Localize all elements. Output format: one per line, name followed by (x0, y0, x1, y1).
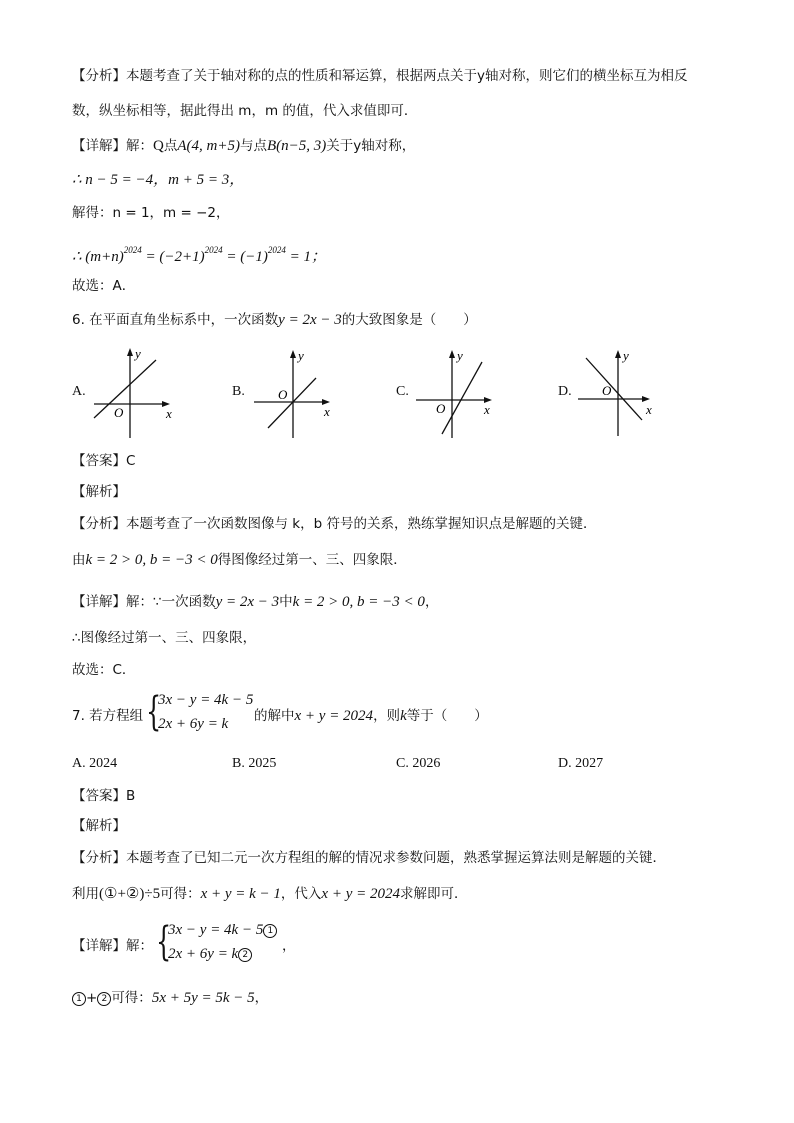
use-expression: x + y = k − 1 (200, 886, 281, 902)
circled-1: 1 (72, 992, 86, 1006)
expr-part: ∴ (m+n) (72, 249, 124, 265)
stem-text: 等于（ ） (406, 708, 488, 724)
expr-part: = 1； (285, 249, 326, 265)
detail-text: 点 (163, 138, 178, 154)
q5-choose: 故选：A． (72, 278, 136, 294)
q7-detail-comma: ， (282, 938, 296, 954)
use-text: 求解即可． (399, 886, 468, 902)
stem-expression: y = 2x − 3 (278, 312, 342, 328)
option-d: D. 2027 (558, 756, 604, 771)
axis-y-label: y (135, 346, 141, 361)
use-expression: (①+②)÷5 (99, 886, 161, 902)
sum-text: 可得： (111, 990, 152, 1006)
q5-step3 (72, 240, 326, 267)
graph-b (248, 342, 348, 442)
detail-expression: y = 2x − 3 (215, 594, 280, 610)
brace-symbol: { (146, 689, 162, 735)
q6-answer: 【答案】C (72, 453, 136, 469)
axis-y-label: y (457, 348, 463, 363)
origin-label: O (436, 401, 446, 416)
graph-a (86, 342, 186, 442)
q5-step2: 解得：n = 1，m = −2， (72, 205, 230, 221)
q7-jiexi: 【解析】 (72, 818, 126, 834)
axis-x-label: x (484, 402, 490, 417)
origin-label: O (114, 405, 124, 420)
q6-choose: 故选：C． (72, 662, 136, 678)
option-a-label: A. (72, 384, 86, 399)
detail-text: 关于y轴对称， (326, 138, 416, 154)
expr-part: = (−1) (222, 249, 268, 265)
option-c-label: C. (396, 384, 409, 399)
q7-analysis: 【分析】本题考查了已知二元一次方程组的解的情况求参数问题，熟悉掌握运算法则是解题的关键． (72, 850, 666, 866)
detail-text: 【详解】解：∵一次函数 (72, 594, 216, 610)
q7-stem-rest (254, 706, 488, 726)
stem-expression: x + y = 2024 (294, 708, 374, 724)
q6-analysis: 【分析】本题考查了一次函数图像与 k，b 符号的关系，熟练掌握知识点是解题的关键． (72, 516, 597, 532)
axis-y-label: y (623, 348, 629, 363)
because-symbol: Q (153, 138, 164, 154)
equation-text: 2x + 6y = k (168, 946, 239, 962)
option-d-label: D. (558, 384, 572, 399)
q6-jiexi: 【解析】 (72, 484, 126, 500)
circled-1: 1 (263, 924, 277, 938)
exponent: 2024 (123, 245, 142, 255)
detail-equation-2 (168, 946, 252, 963)
detail-prefix: 【详解】解： (72, 138, 153, 154)
q7-equation-system (146, 690, 256, 738)
origin-label: O (278, 387, 288, 402)
origin-label: O (602, 383, 612, 398)
sum-text: ， (254, 990, 269, 1006)
equation-2: 2x + 6y = k (158, 716, 229, 732)
equation-1: 3x − y = 4k − 5 (158, 692, 254, 708)
q6-stem (72, 310, 477, 330)
q7-detail-system (156, 920, 286, 968)
axis-x-label: x (324, 404, 330, 419)
q5-analysis-line2: 数，纵坐标相等，据此得出 m，m 的值，代入求值即可． (72, 103, 418, 119)
q6-conclude: ∴图像经过第一、三、四象限， (72, 630, 257, 646)
option-c: C. 2026 (396, 756, 441, 771)
option-a: A. 2024 (72, 756, 118, 771)
axis-x-label: x (166, 406, 172, 421)
q5-analysis-line1: 【分析】本题考查了关于轴对称的点的性质和幂运算，根据两点关于y轴对称，则它们的横坐标互为相反 (72, 68, 688, 84)
point-a: A(4, m+5) (177, 138, 240, 154)
circled-2: 2 (238, 948, 252, 962)
point-b: B(n−5, 3) (266, 138, 327, 154)
q7-stem-prefix: 7. 若方程组 (72, 708, 144, 724)
q7-use (72, 884, 467, 904)
stem-text: 的解中 (254, 708, 295, 724)
graph-d (574, 342, 674, 442)
detail-equation-1 (168, 922, 277, 939)
use-expression: x + y = 2024 (321, 886, 400, 902)
exponent: 2024 (204, 245, 223, 255)
reason-text: 得图像经过第一、三、四象限． (217, 552, 407, 568)
circled-2: 2 (97, 992, 111, 1006)
stem-variable: k (400, 708, 407, 724)
detail-text: 与点 (239, 138, 267, 154)
use-text: ，代入 (280, 886, 322, 902)
option-b-label: B. (232, 384, 245, 399)
option-b: B. 2025 (232, 756, 277, 771)
brace-symbol: { (156, 919, 172, 965)
detail-text: ， (424, 594, 439, 610)
use-text: 利用 (72, 886, 99, 902)
stem-text: ，则 (373, 708, 401, 724)
q6-detail (72, 592, 438, 612)
detail-expression: k = 2 > 0, b = −3 < 0 (292, 594, 425, 610)
axis-x-label: x (646, 402, 652, 417)
reason-text: 由 (72, 552, 86, 568)
graph-c (412, 342, 512, 442)
expr-part: = (−2+1) (141, 249, 205, 265)
q5-detail-line (72, 136, 415, 156)
reason-expression: k = 2 > 0, b = −3 < 0 (85, 552, 218, 568)
use-text: 可得： (160, 886, 201, 902)
exponent: 2024 (267, 245, 286, 255)
detail-text: 中 (279, 594, 293, 610)
plus-sign: + (86, 990, 98, 1006)
q6-reason (72, 550, 407, 570)
q7-detail-prefix: 【详解】解： (72, 938, 153, 954)
stem-text: 6. 在平面直角坐标系中，一次函数 (72, 312, 279, 328)
axis-y-label: y (298, 348, 304, 363)
equation-text: 3x − y = 4k − 5 (168, 922, 264, 938)
q7-answer: 【答案】B (72, 788, 136, 804)
q5-step1: ∴ n − 5 = −4，m + 5 = 3， (72, 172, 245, 188)
sum-expression: 5x + 5y = 5k − 5 (151, 990, 255, 1006)
stem-text: 的大致图象是（ ） (341, 312, 477, 328)
q7-sum (72, 988, 268, 1008)
